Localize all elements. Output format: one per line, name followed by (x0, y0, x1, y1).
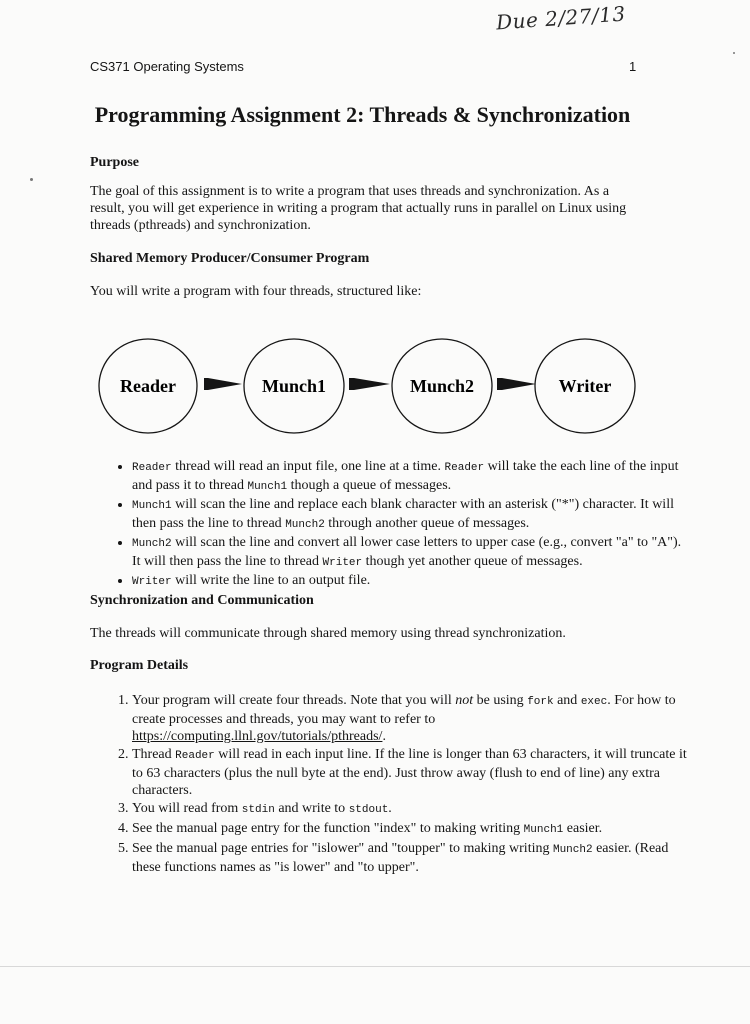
thread-description-list (90, 458, 692, 591)
list-item: 4. See the manual page entry for the function "index" to making writing Munch1 easier. (132, 820, 692, 839)
scan-speck (733, 52, 735, 54)
handwritten-due-date: Due 2/27/13 (495, 1, 627, 35)
purpose-paragraph: The goal of this assignment is to write a program that uses threads and synchronization. As a result, you will get experience in writing a program that actually runs in parallel on Linux using threads (pthreads) and synchronization. (90, 184, 627, 233)
list-item: 3. You will read from stdin and write to stdout. (132, 800, 692, 819)
thread-pipeline-diagram (96, 327, 646, 447)
list-item: • Writer will write the line to an output file. (132, 572, 692, 591)
sync-heading: Synchronization and Communication (90, 593, 314, 608)
list-item: 5. See the manual page entries for "islower" and "toupper" to making writing Munch2 easier. (Read these functions names as "is lower" and "to upper". (132, 840, 692, 876)
page-bottom-edge (0, 966, 750, 967)
arrow-munch1-munch2 (349, 378, 390, 390)
arrow-munch2-writer (497, 378, 536, 390)
page-title: Programming Assignment 2: Threads & Synchronization (94, 102, 631, 127)
page-number: 1 (629, 59, 637, 74)
arrow-reader-munch1 (204, 378, 242, 390)
munch1-label: Munch1 (261, 376, 327, 396)
program-details-list (90, 692, 692, 877)
scan-speck (30, 178, 33, 181)
shared-memory-heading: Shared Memory Producer/Consumer Program (90, 251, 370, 266)
writer-label: Writer (558, 376, 612, 396)
munch2-label: Munch2 (409, 376, 475, 396)
list-item: • Munch1 will scan the line and replace each blank character with an asterisk ("*") character. It will then pass the line to thread Munch2 through another queue of messages. (132, 496, 692, 534)
purpose-heading: Purpose (90, 155, 139, 170)
details-heading: Program Details (90, 658, 189, 673)
list-item: 1. Your program will create four threads. Note that you will not be using fork and exec. For how to create processes and threads, you may want to refer to https://computing.llnl.gov/tutorials/pthreads/. (132, 692, 692, 745)
list-item: • Munch2 will scan the line and convert all lower case letters to upper case (e.g., convert "a" to "A"). It will then pass the line to thread Writer though yet another queue of messages. (132, 534, 692, 572)
reader-label: Reader (120, 376, 176, 396)
list-item: 2. Thread Reader will read in each input line. If the line is longer than 63 characters, it will truncate it to 63 characters (plus the null byte at the end). Just throw away (flush to end of line) any extra characters. (132, 746, 692, 799)
sync-paragraph: The threads will communicate through shared memory using thread synchronization. (90, 626, 566, 641)
shared-memory-paragraph: You will write a program with four threads, structured like: (90, 284, 422, 299)
pthreads-tutorial-link[interactable]: https://computing.llnl.gov/tutorials/pthreads/ (132, 729, 383, 744)
list-item: • Reader thread will read an input file, one line at a time. Reader will take the each line of the input and pass it to thread Munch1 though a queue of messages. (132, 458, 692, 496)
course-header: CS371 Operating Systems (90, 59, 244, 74)
